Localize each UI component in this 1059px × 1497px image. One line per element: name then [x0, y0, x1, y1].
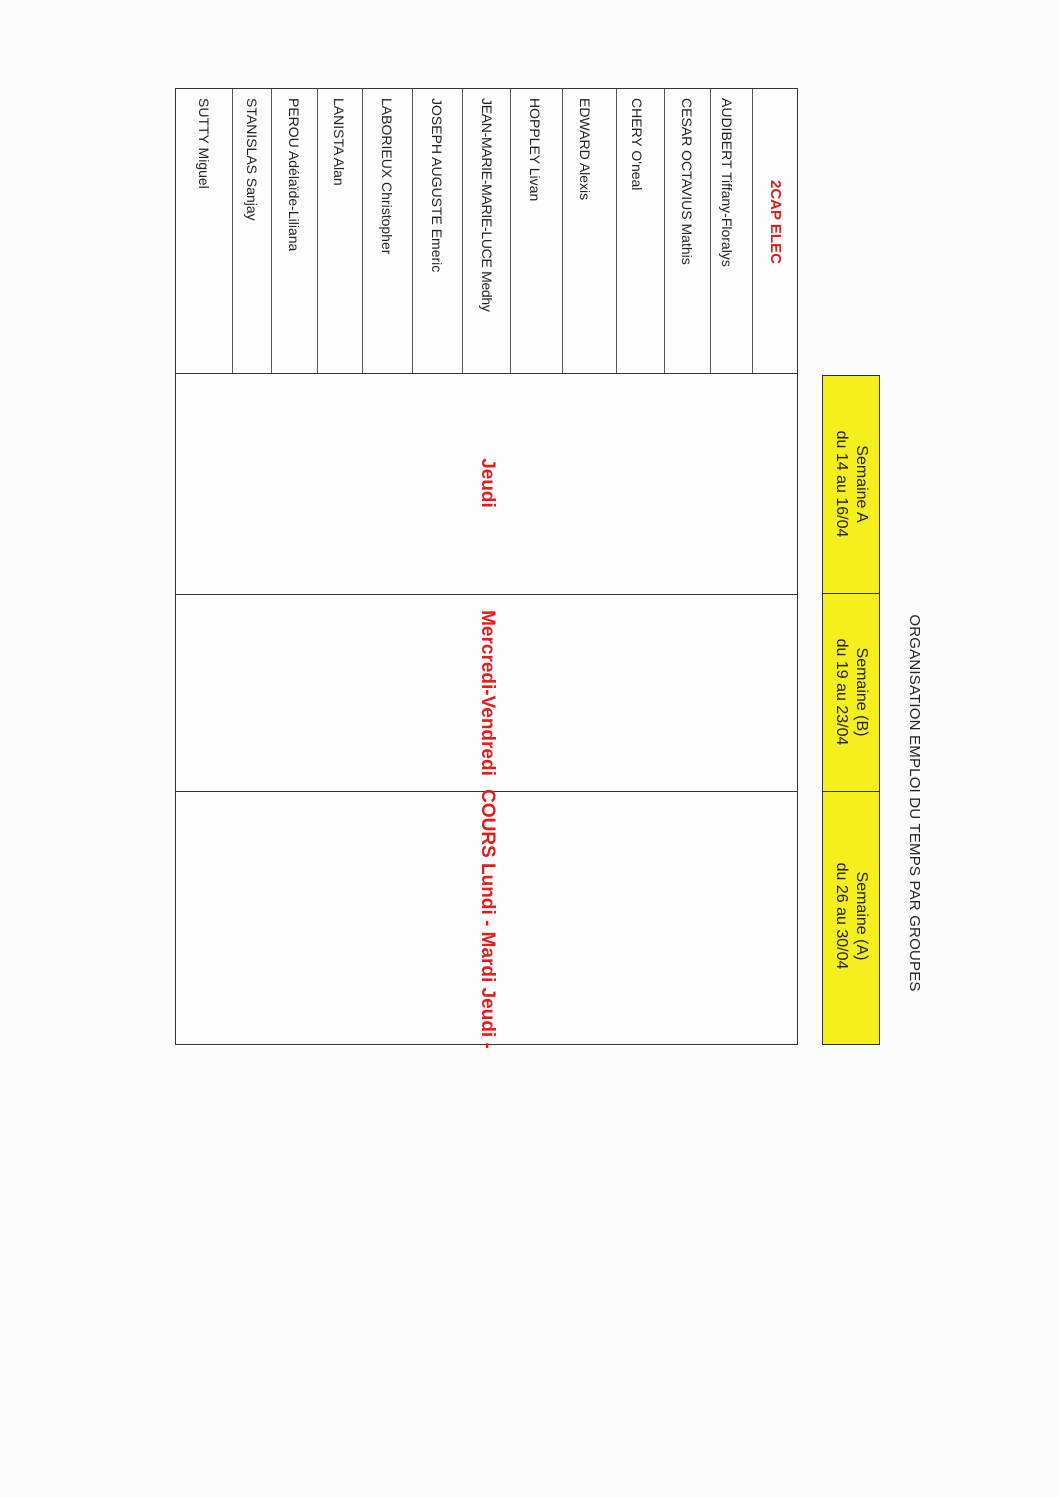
student-name: JOSEPH AUGUSTE Emeric [429, 98, 445, 273]
week-a2-label: Semaine (A) [853, 871, 870, 961]
student-name: PEROU Adélaïde-Liliana [286, 98, 302, 252]
week-b-dates: du 19 au 23/04 [833, 638, 850, 746]
student-name: CESAR OCTAVIUS Mathis [679, 98, 695, 265]
week-a-label: Semaine A [853, 445, 870, 523]
week-a2-cell [823, 790, 879, 1042]
week-b-cell [823, 592, 879, 792]
student-name: SUTTY Miguel [196, 98, 212, 189]
schedule-week-b: Mercredi-Vendredi [477, 610, 498, 776]
week-band [822, 375, 880, 1045]
page-title: ORGANISATION EMPLOI DU TEMPS PAR GROUPES [906, 614, 924, 992]
student-name: AUDIBERT Tiffany-Floralys [719, 98, 735, 267]
schedule-week-a: Jeudi [477, 458, 498, 508]
student-name: STANISLAS Sanjay [244, 98, 260, 221]
student-name: LABORIEUX Christopher [379, 98, 395, 255]
student-name: JEAN-MARIE-MARIE-LUCE Medhy [479, 98, 495, 312]
week-a-dates: du 14 au 16/04 [833, 430, 850, 538]
student-name: LANISTA Alan [331, 98, 347, 186]
schedule-week-a2: COURS Lundi - Mardi Jeudi - [477, 789, 498, 1049]
group-header: 2CAP ELEC [767, 180, 785, 264]
schedule-table [175, 88, 798, 1049]
week-a-cell [823, 378, 879, 590]
student-name: CHERY O'neal [629, 98, 645, 191]
week-b-label: Semaine (B) [853, 647, 870, 737]
student-name: EDWARD Alexis [577, 98, 593, 201]
student-name: HOPPLEY Livan [527, 98, 543, 202]
week-a2-dates: du 26 au 30/04 [833, 862, 850, 970]
